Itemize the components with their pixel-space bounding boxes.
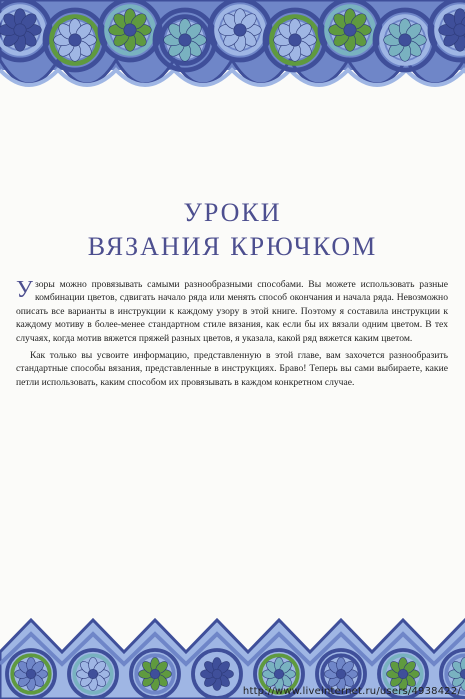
page-title-line-2: ВЯЗАНИЯ КРЮЧКОМ [87, 232, 378, 261]
crochet-flower [109, 9, 152, 52]
body-text [16, 278, 448, 389]
paragraph-1 [16, 278, 448, 345]
crochet-flower [164, 19, 207, 62]
crochet-flower [0, 9, 41, 52]
crochet-flower [201, 658, 234, 691]
crochet-flower [384, 19, 427, 62]
crochet-flower [15, 658, 48, 691]
crochet-flower [139, 658, 172, 691]
crochet-flower [219, 9, 262, 52]
top-crochet-border [0, 0, 465, 108]
crochet-flower [274, 19, 317, 62]
crochet-flower [329, 9, 372, 52]
watermark-url: http://www.liveinternet.ru/users/4938422/ [242, 686, 461, 697]
page-title-line-1: УРОКИ [183, 198, 282, 227]
drop-cap: У [16, 277, 33, 303]
paragraph-2: Как только вы усвоите информацию, представленную в этой главе, вам захочется разнообразить стандартные способы вязания, представленные в инструкциях. Браво! Теперь вы сами выбираете, какие петли использовать, каким способом их провязывать в каждом конкретном случае. [16, 350, 448, 388]
paragraph-1-text: зоры можно провязывать самыми разнообразными способами. Вы можете использовать разные комбинации цветов, сдвигать начало ряда или менять способ окончания и начала ряда. Невозможно описать все варианты в инструкции к каждому узору в этой книге. Поэтому я составила инструкции к каждому мотиву в более-менее стандартном стиле вязания, как если бы их вязали одним цветом. В тех случаях, когда мотив вяжется пряжей разных цветов, я указала, какой ряд вяжется каким цветом. [16, 279, 448, 344]
page-title [0, 196, 465, 264]
crochet-motifs-top [0, 0, 465, 108]
crochet-flower [54, 19, 97, 62]
crochet-flower [77, 658, 110, 691]
